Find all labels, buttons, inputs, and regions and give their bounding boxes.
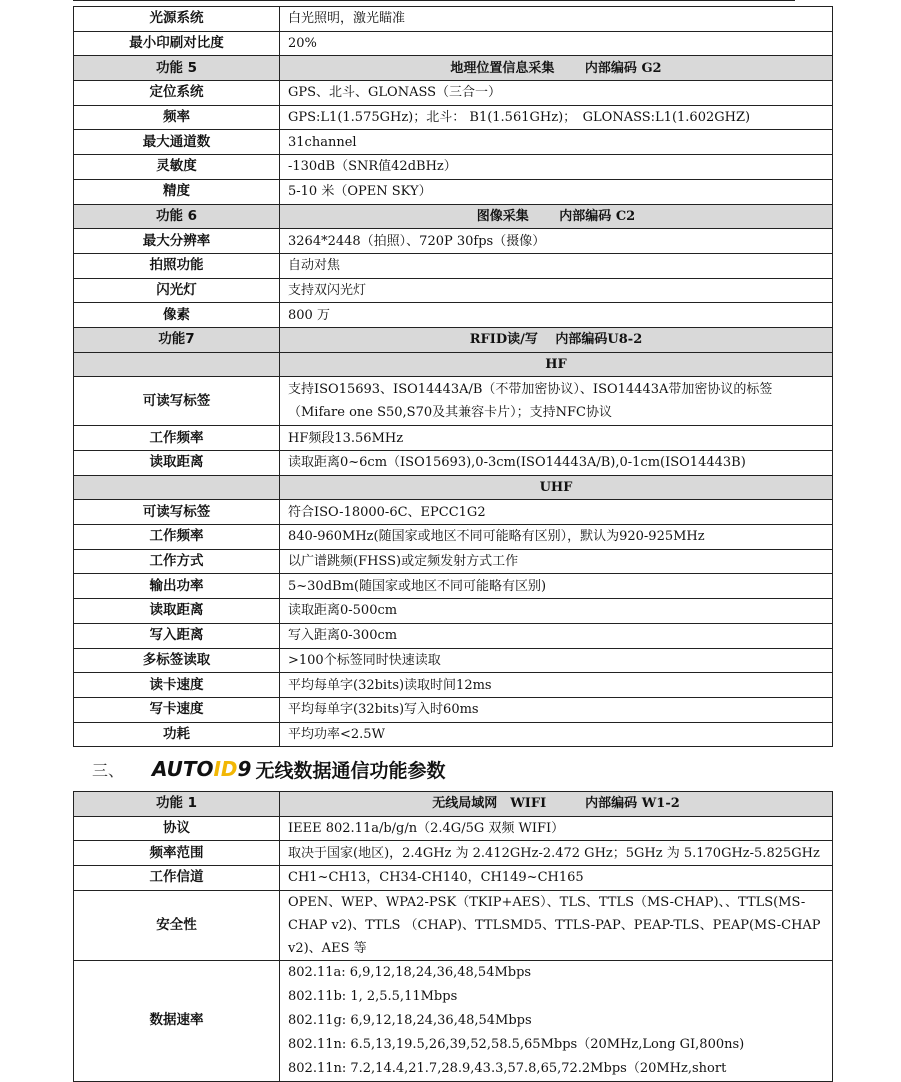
- row-value: 20%: [280, 31, 833, 56]
- row-value: 自动对焦: [280, 253, 833, 278]
- table-row: [74, 155, 833, 180]
- data-rate-list: [280, 960, 833, 1081]
- row-label: 工作频率: [74, 426, 280, 451]
- table-row: [74, 722, 833, 747]
- row-value: 平均每单字(32bits)写入时60ms: [280, 697, 833, 722]
- row-value: 800 万: [280, 303, 833, 328]
- row-label: 最大分辨率: [74, 229, 280, 254]
- row-value: 地理位置信息采集 内部编码 G2: [280, 56, 833, 81]
- row-value: RFID读/写 内部编码U8-2: [280, 327, 833, 352]
- row-label: 拍照功能: [74, 253, 280, 278]
- table-row: [74, 7, 833, 32]
- row-value: 符合ISO-18000-6C、EPCC1G2: [280, 500, 833, 525]
- row-label: 工作信道: [74, 866, 280, 891]
- row-label: 写入距离: [74, 623, 280, 648]
- subsection-row: [74, 475, 833, 500]
- row-label: [74, 475, 280, 500]
- brand-part-nine: 9: [237, 757, 252, 781]
- row-value: 3264*2448（拍照）、720P 30fps（摄像）: [280, 229, 833, 254]
- row-value: 支持ISO15693、ISO14443A/B（不带加密协议）、ISO14443A带加密协议的标签（Mifare one S50,S70及其兼容卡片）；支持NFC协议: [280, 377, 833, 426]
- row-value: >100个标签同时快速读取: [280, 648, 833, 673]
- row-label: 功耗: [74, 722, 280, 747]
- data-rate-line: 802.11n: 7.2,14.4,21.7,28.9,43.3,57.8,65,72.2Mbps（20MHz,short: [288, 1060, 727, 1076]
- row-label: 最小印刷对比度: [74, 31, 280, 56]
- brand-logo-text: [152, 757, 251, 781]
- row-label: 可读写标签: [74, 377, 280, 426]
- table-row: [74, 697, 833, 722]
- data-rate-line: 802.11b: 1, 2,5.5,11Mbps: [288, 988, 458, 1004]
- subsection-row: [74, 352, 833, 377]
- row-label: 功能 5: [74, 56, 280, 81]
- data-rate-line: 802.11n: 6.5,13,19.5,26,39,52,58.5,65Mbps（20MHz,Long GI,800ns): [288, 1036, 745, 1052]
- section-header-row: [74, 792, 833, 817]
- row-value: 写入距离0-300cm: [280, 623, 833, 648]
- row-label: 读取距离: [74, 451, 280, 476]
- row-label: 定位系统: [74, 81, 280, 106]
- row-label: 功能7: [74, 327, 280, 352]
- row-label: 闪光灯: [74, 278, 280, 303]
- table-row: [74, 960, 833, 1081]
- table-row: [74, 31, 833, 56]
- row-label: 可读写标签: [74, 500, 280, 525]
- row-value: 读取距离0-500cm: [280, 599, 833, 624]
- table-row: [74, 130, 833, 155]
- row-value: 取决于国家(地区)，2.4GHz 为 2.412GHz-2.472 GHz；5GHz 为 5.170GHz-5.825GHz: [280, 841, 833, 866]
- table-row: [74, 303, 833, 328]
- row-label: 频率范围: [74, 841, 280, 866]
- row-value: 支持双闪光灯: [280, 278, 833, 303]
- table-row: [74, 599, 833, 624]
- table-row: [74, 673, 833, 698]
- section-title: 无线数据通信功能参数: [255, 759, 446, 782]
- table-row: [74, 866, 833, 891]
- row-label: 最大通道数: [74, 130, 280, 155]
- row-label: 灵敏度: [74, 155, 280, 180]
- row-label: 像素: [74, 303, 280, 328]
- section-header-row: [74, 56, 833, 81]
- section-header-row: [74, 327, 833, 352]
- row-value: 无线局域网 WIFI 内部编码 W1-2: [280, 792, 833, 817]
- row-label: 读卡速度: [74, 673, 280, 698]
- row-value: 以广谱跳频(FHSS)或定频发射方式工作: [280, 549, 833, 574]
- row-label: 输出功率: [74, 574, 280, 599]
- data-rate-line: 802.11a: 6,9,12,18,24,36,48,54Mbps: [288, 964, 532, 980]
- table-row: [74, 426, 833, 451]
- table-row: [74, 841, 833, 866]
- table-row: [74, 816, 833, 841]
- brand-part-id: ID: [213, 757, 238, 781]
- row-value: UHF: [280, 475, 833, 500]
- row-label: 功能 6: [74, 204, 280, 229]
- row-value: 5-10 米（OPEN SKY）: [280, 179, 833, 204]
- spec-table-wireless: [73, 791, 833, 1082]
- row-label: 工作频率: [74, 525, 280, 550]
- spec-table-functions: [73, 6, 833, 747]
- table-row: [74, 574, 833, 599]
- row-label: 精度: [74, 179, 280, 204]
- row-value: HF频段13.56MHz: [280, 426, 833, 451]
- row-value: -130dB（SNR值42dBHz）: [280, 155, 833, 180]
- table-row: [74, 81, 833, 106]
- table-row: [74, 377, 833, 426]
- row-label: 读取距离: [74, 599, 280, 624]
- table-row: [74, 648, 833, 673]
- row-value: 平均每单字(32bits)读取时间12ms: [280, 673, 833, 698]
- row-label: 数据速率: [74, 960, 280, 1081]
- table-row: [74, 229, 833, 254]
- row-label: [74, 352, 280, 377]
- row-value: GPS:L1(1.575GHz)；北斗： B1(1.561GHz)； GLONASS:L1(1.602GHZ): [280, 105, 833, 130]
- row-value: GPS、北斗、GLONASS（三合一）: [280, 81, 833, 106]
- row-label: 功能 1: [74, 792, 280, 817]
- row-value: OPEN、WEP、WPA2-PSK（TKIP+AES）、TLS、TTLS（MS-CHAP)、、TTLS(MS-CHAP v2)、TTLS （CHAP)、TTLSMD5、TTLS-PAP、PEAP-TLS、PEAP(MS-CHAP v2)、AES 等: [280, 890, 833, 960]
- row-value: 平均功率<2.5W: [280, 722, 833, 747]
- row-value: HF: [280, 352, 833, 377]
- row-value: IEEE 802.11a/b/g/n（2.4G/5G 双频 WIFI）: [280, 816, 833, 841]
- row-label: 多标签读取: [74, 648, 280, 673]
- row-value: 读取距离0~6cm（ISO15693),0-3cm(ISO14443A/B),0-1cm(ISO14443B): [280, 451, 833, 476]
- section-number: 三、: [92, 760, 125, 780]
- table-row: [74, 253, 833, 278]
- brand-part-auto: AUTO: [152, 757, 214, 781]
- section-header-row: [74, 204, 833, 229]
- data-rate-line: 802.11g: 6,9,12,18,24,36,48,54Mbps: [288, 1012, 532, 1028]
- row-label: 频率: [74, 105, 280, 130]
- table-row: [74, 105, 833, 130]
- page-top-rule: [73, 0, 795, 1]
- row-label: 光源系统: [74, 7, 280, 32]
- row-label: 写卡速度: [74, 697, 280, 722]
- row-value: CH1~CH13，CH34-CH140，CH149~CH165: [280, 866, 833, 891]
- table-row: [74, 451, 833, 476]
- table-row: [74, 179, 833, 204]
- row-value: 图像采集 内部编码 C2: [280, 204, 833, 229]
- row-label: 工作方式: [74, 549, 280, 574]
- table-row: [74, 278, 833, 303]
- table-row: [74, 890, 833, 960]
- row-label: 协议: [74, 816, 280, 841]
- table-row: [74, 500, 833, 525]
- table-row: [74, 623, 833, 648]
- row-label: 安全性: [74, 890, 280, 960]
- table-row: [74, 525, 833, 550]
- table-row: [74, 549, 833, 574]
- section-heading: [92, 754, 445, 784]
- row-value: 31channel: [280, 130, 833, 155]
- row-value: 5~30dBm(随国家或地区不同可能略有区别): [280, 574, 833, 599]
- row-value: 840-960MHz(随国家或地区不同可能略有区别），默认为920-925MHz: [280, 525, 833, 550]
- row-value: 白光照明，激光瞄准: [280, 7, 833, 32]
